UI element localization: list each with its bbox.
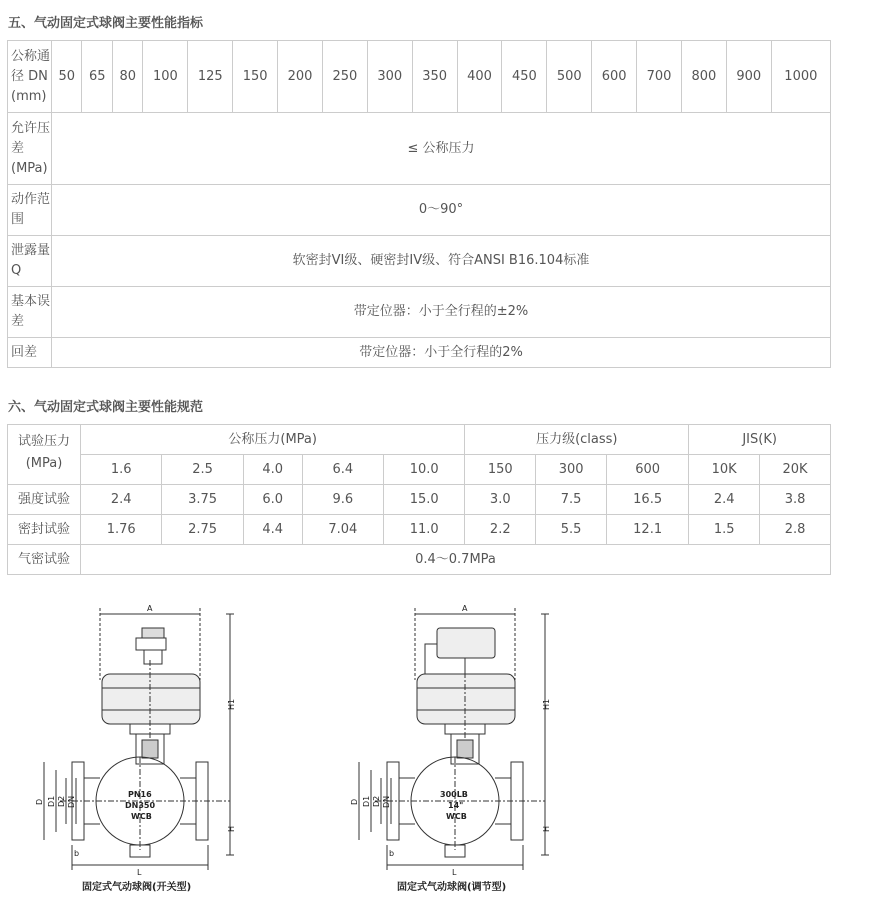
cell: 2.8 xyxy=(760,515,831,545)
cell: 6.0 xyxy=(243,485,302,515)
strength-row xyxy=(8,485,831,515)
dn-value: 200 xyxy=(278,41,323,113)
cell: 5.5 xyxy=(536,515,607,545)
cell: 1.76 xyxy=(81,515,162,545)
subheader: 20K xyxy=(760,455,831,485)
dim-b: b xyxy=(74,849,80,858)
subheader: 1.6 xyxy=(81,455,162,485)
dn-value: 500 xyxy=(547,41,592,113)
cell: 1.5 xyxy=(689,515,760,545)
row-label: 基本误差 xyxy=(8,287,52,338)
dim-dn: DN xyxy=(67,795,76,808)
dn-row xyxy=(8,41,831,113)
cell: 3.0 xyxy=(465,485,536,515)
body-text: WCB xyxy=(131,812,152,821)
row-value: 软密封VI级、硬密封IV级、符合ANSI B16.104标准 xyxy=(52,236,831,287)
dn-value: 50 xyxy=(52,41,82,113)
cell: 3.8 xyxy=(760,485,831,515)
dn-value: 150 xyxy=(233,41,278,113)
dim-d: D xyxy=(350,798,359,805)
subheader: 2.5 xyxy=(162,455,243,485)
section6-title: 六、气动固定式球阀主要性能规范 xyxy=(8,400,204,415)
hysteresis-row xyxy=(8,338,831,368)
row-label: 气密试验 xyxy=(8,545,81,575)
subheader-row xyxy=(8,455,831,485)
body-text: PN16 xyxy=(128,790,152,799)
row-label: 允许压差(MPa) xyxy=(8,113,52,185)
row-label: 密封试验 xyxy=(8,515,81,545)
performance-spec-table xyxy=(7,424,831,575)
body-text: 14" xyxy=(448,801,464,810)
group-header: JIS(K) xyxy=(689,425,831,455)
seal-row xyxy=(8,515,831,545)
cell: 3.75 xyxy=(162,485,243,515)
cell: 7.04 xyxy=(302,515,383,545)
dn-value: 100 xyxy=(143,41,188,113)
dn-header: 公称通径 DN (mm) xyxy=(8,41,52,113)
dn-value: 80 xyxy=(112,41,142,113)
body-text: 300LB xyxy=(440,790,468,799)
air-row xyxy=(8,545,831,575)
row-value: 带定位器：小于全行程的2% xyxy=(52,338,831,368)
cell: 7.5 xyxy=(536,485,607,515)
row-value: 带定位器：小于全行程的±2% xyxy=(52,287,831,338)
row-value: 0～90° xyxy=(52,185,831,236)
dn-value: 450 xyxy=(502,41,547,113)
subheader: 10.0 xyxy=(383,455,464,485)
dim-h1: H1 xyxy=(227,698,236,710)
row-value: ≤ 公称压力 xyxy=(52,113,831,185)
section5-title: 五、气动固定式球阀主要性能指标 xyxy=(8,16,204,31)
row-label: 回差 xyxy=(8,338,52,368)
dim-d: D xyxy=(35,798,44,805)
row-value: 0.4～0.7MPa xyxy=(81,545,831,575)
dn-value: 250 xyxy=(322,41,367,113)
figure-caption: 固定式气动球阀(开关型) xyxy=(82,882,192,893)
dim-l: L xyxy=(137,868,142,877)
subheader: 10K xyxy=(689,455,760,485)
cell: 2.2 xyxy=(465,515,536,545)
dn-value: 800 xyxy=(681,41,726,113)
cell: 15.0 xyxy=(383,485,464,515)
dim-a: A xyxy=(462,604,468,613)
dim-h: H xyxy=(227,825,236,832)
dim-b: b xyxy=(389,849,395,858)
dn-value: 300 xyxy=(367,41,412,113)
cell: 12.1 xyxy=(607,515,689,545)
cell: 9.6 xyxy=(302,485,383,515)
cell: 16.5 xyxy=(607,485,689,515)
subheader: 4.0 xyxy=(243,455,302,485)
dim-a: A xyxy=(147,604,153,613)
corner-label: 试验压力(MPa) xyxy=(8,425,81,485)
group-header: 压力级(class) xyxy=(465,425,689,455)
subheader: 150 xyxy=(465,455,536,485)
dim-d2: D2 xyxy=(57,795,66,807)
cell: 4.4 xyxy=(243,515,302,545)
subheader: 6.4 xyxy=(302,455,383,485)
group-row xyxy=(8,425,831,455)
cell: 2.75 xyxy=(162,515,243,545)
dim-d2: D2 xyxy=(372,795,381,807)
dn-value: 125 xyxy=(188,41,233,113)
dn-value: 1000 xyxy=(771,41,830,113)
dn-value: 700 xyxy=(637,41,682,113)
subheader: 600 xyxy=(607,455,689,485)
body-text: WCB xyxy=(446,812,467,821)
allowed-pressure-row xyxy=(8,113,831,185)
subheader: 300 xyxy=(536,455,607,485)
dn-value: 65 xyxy=(82,41,112,113)
dn-value: 600 xyxy=(592,41,637,113)
performance-index-table xyxy=(7,40,831,368)
valve-drawing-regulating xyxy=(345,600,565,905)
action-range-row xyxy=(8,185,831,236)
dn-value: 400 xyxy=(457,41,502,113)
dn-value: 900 xyxy=(726,41,771,113)
dim-d1: D1 xyxy=(47,795,56,807)
valve-drawing-onoff xyxy=(30,600,250,905)
figure-caption: 固定式气动球阀(调节型) xyxy=(397,882,507,893)
basic-error-row xyxy=(8,287,831,338)
row-label: 动作范围 xyxy=(8,185,52,236)
dn-value: 350 xyxy=(412,41,457,113)
cell: 2.4 xyxy=(689,485,760,515)
dim-d1: D1 xyxy=(362,795,371,807)
group-header: 公称压力(MPa) xyxy=(81,425,465,455)
cell: 11.0 xyxy=(383,515,464,545)
leakage-row xyxy=(8,236,831,287)
dim-h: H xyxy=(542,825,551,832)
cell: 2.4 xyxy=(81,485,162,515)
row-label: 强度试验 xyxy=(8,485,81,515)
body-text: DN350 xyxy=(125,801,156,810)
dim-dn: DN xyxy=(382,795,391,808)
dim-h1: H1 xyxy=(542,698,551,710)
dim-l: L xyxy=(452,868,457,877)
row-label: 泄露量Q xyxy=(8,236,52,287)
